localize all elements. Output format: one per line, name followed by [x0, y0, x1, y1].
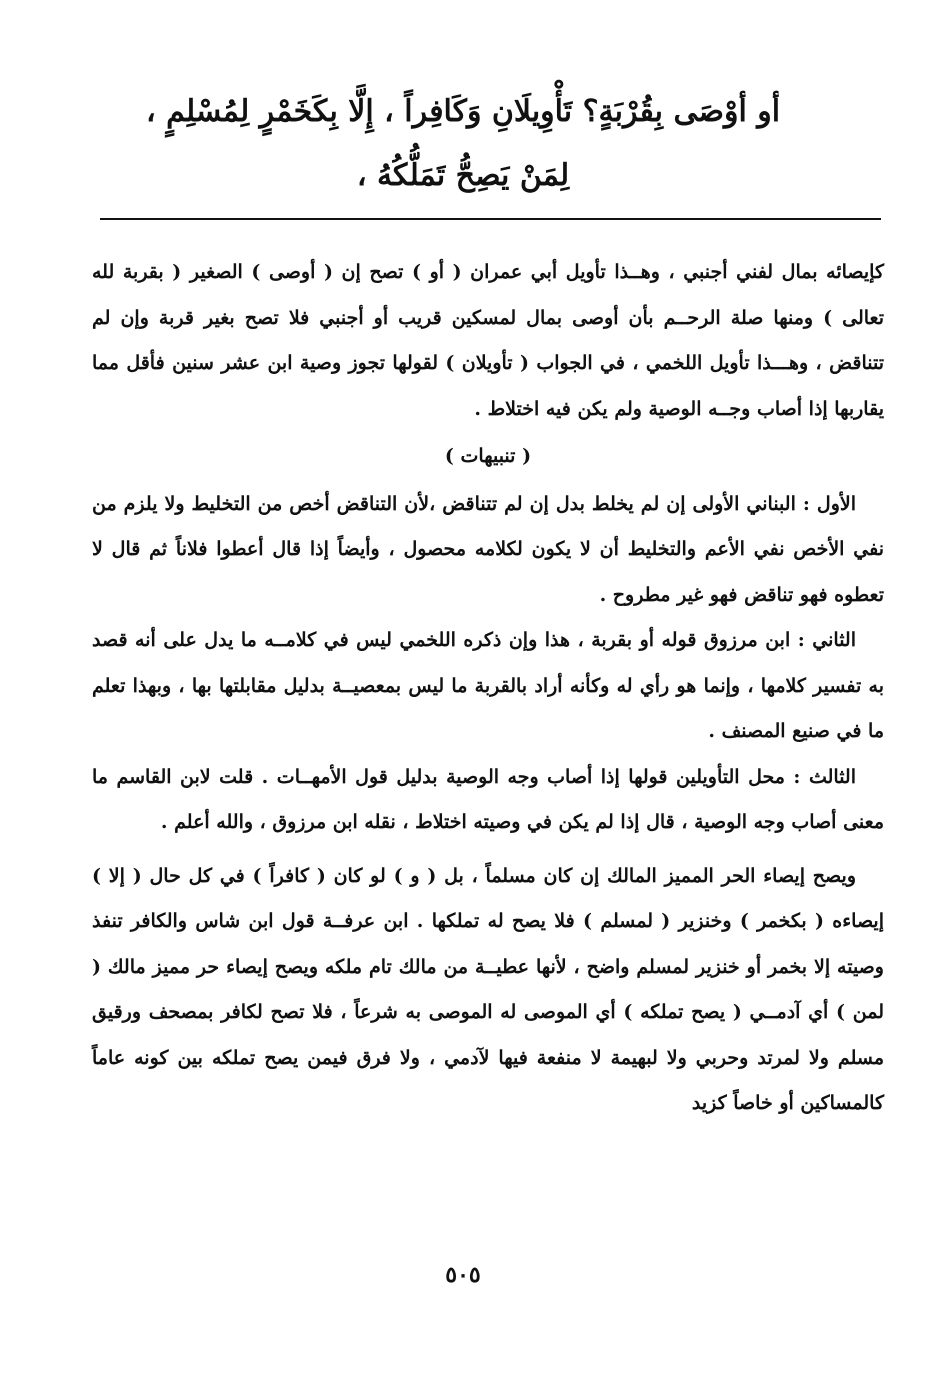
paragraph-gap — [92, 846, 884, 854]
matn-line-1: أو أوْصَى بِقُرْبَةٍ؟ تَأْوِيلَانِ وَكَافِراً ، إِلَّا بِكَخَمْرٍ لِمُسْلِمٍ ، — [145, 94, 781, 129]
matn-line-2: لِمَنْ يَصِحُّ تَمَلُّكُهُ ، — [356, 158, 570, 193]
commentary-body — [92, 250, 884, 1127]
paragraph-1: كإيصائه بمال لفني أجنبي ، وهــذا تأويل أبي عمران ( أو ) تصح إن ( أوصى ) الصغير ( بقربة لله تعالى ) ومنها صلة الرحــم بأن أوصى بمال لمسكين قريب أو أجنبي فلا تصح بغير قربة وإن لم تتناقض ، وهـــذا تأويل اللخمي ، في الجواب ( تأويلان ) لقولها تجوز وصية ابن عشر سنين فأقل مما يقاربها إذا أصاب وجــه الوصية ولم يكن فيه اختلاط . — [92, 261, 884, 420]
matn-header — [60, 80, 866, 208]
paragraph-third-note: الثالث : محل التأويلين قولها إذا أصاب وجه الوصية بدليل قول الأمهــات . قلت لابن القاسم ما معنى أصاب وجه الوصية ، قال إذا لم يكن في وصيته اختلاط ، نقله ابن مرزوق ، والله أعلم . — [92, 765, 884, 833]
paragraph-first-note: الأول : البناني الأولى إن لم يخلط بدل إن لم تتناقض ،لأن التناقض أخص من التخليط ولا يلزم من نفي الأخص نفي الأعم والتخليط أن لا يكون لكلامه محصول ، وأيضاً إذا قال أعطوا فلاناً ثم قال لا تعطوه فهو تناقض فهو غير مطروح . — [92, 492, 885, 606]
paragraph-main-text: ويصح إيصاء الحر المميز المالك إن كان مسلماً ، بل ( و ) لو كان ( كافراً ) في كل حال ( إلا ) إيصاءه ( بكخمر ) وخنزير ( لمسلم ) فلا يصح له تملكها . ابن عرفــة قول ابن شاس والكافر تنفذ وصيته إلا بخمر أو خنزير لمسلم واضح ، لأنها عطيــة من مالك تام ملكه ويصح إيصاء حر مميز مالك ( لمن ) أي آدمــي ( يصح تملكه ) أي الموصى له الموصى به شرعاً ، فلا تصح لكافر بمصحف ورقيق مسلم ولا لمرتد وحربي ولا لبهيمة لا منفعة فيها لآدمي ، ولا فرق فيمن يصح تملكه بين كونه عاماً كالمساكين أو خاصاً كزيد — [92, 864, 884, 1114]
paragraph-second-note: الثاني : ابن مرزوق قوله أو بقربة ، هذا وإن ذكره اللخمي ليس في كلامــه ما يدل على أنه قصد به تفسير كلامها ، وإنما هو رأي له وكأنه أراد بالقربة ما ليس بمعصيــة بدليل مقابلتها بها ، وبهذا تعلم ما في صنيع المصنف . — [92, 629, 884, 742]
page-number: ٥٠٥ — [445, 1262, 481, 1288]
section-heading-tanbihat: ( تنبيهات ) — [444, 445, 532, 467]
header-divider — [100, 218, 881, 220]
